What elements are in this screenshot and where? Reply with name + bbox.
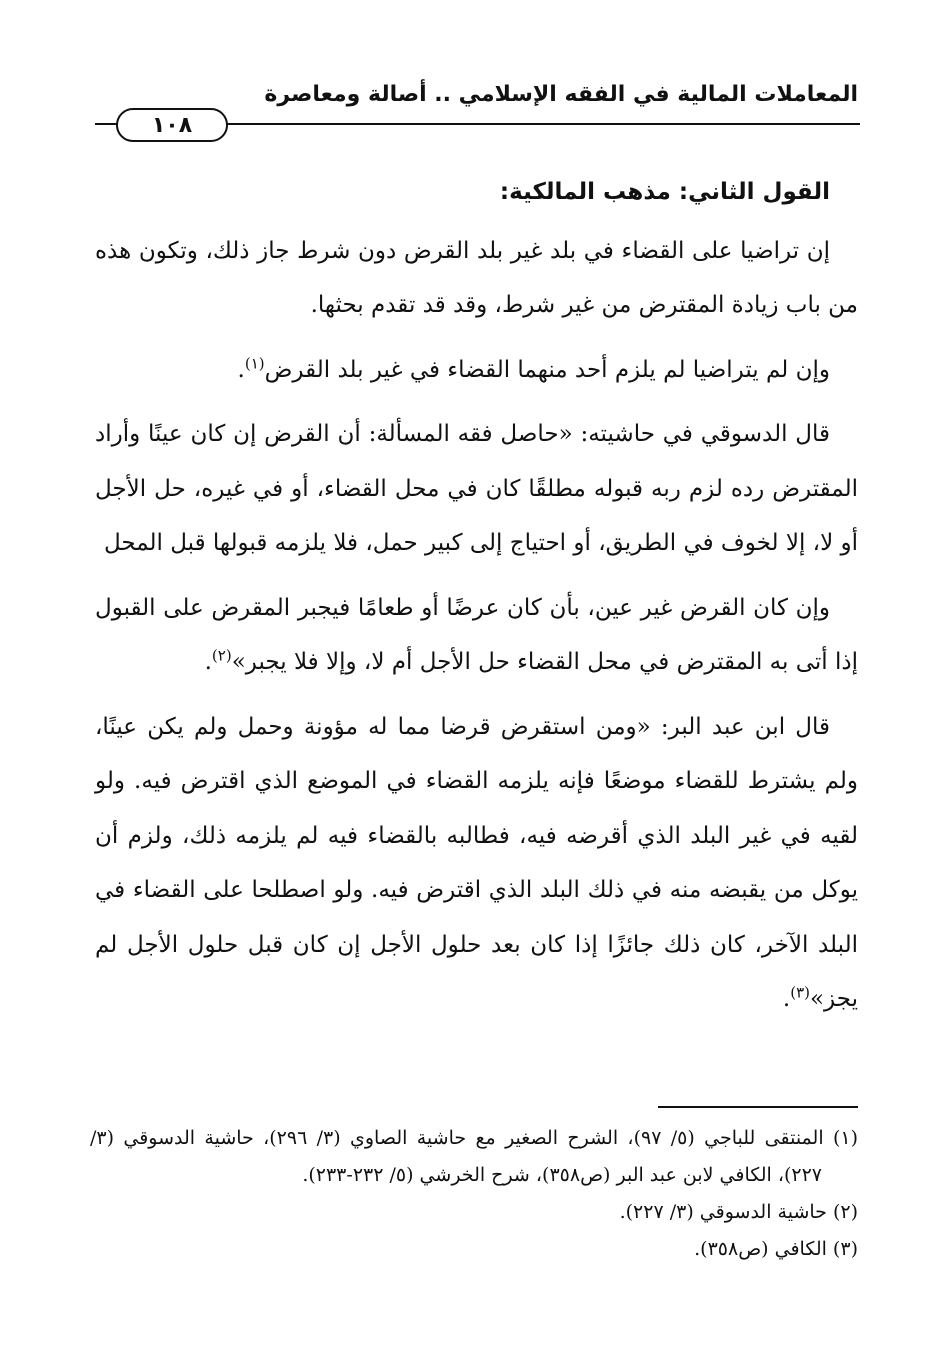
paragraph-1: إن تراضيا على القضاء في بلد غير بلد القرض دون شرط جاز ذلك، وتكون هذه من باب زيادة المقترض من غير شرط، وقد قد تقدم بحثها. (95, 237, 858, 318)
footnotes (90, 1120, 858, 1268)
paragraph-3: قال الدسوقي في حاشيته: «حاصل فقه المسألة: أن القرض إن كان عينًا وأراد المقترض رده لزم ربه قبوله مطلقًا كان في محل القضاء، أو في غيره، حل الأجل أو لا، إلا لخوف في الطريق، أو احتياج إلى كبير حمل، فلا يلزمه قبولها قبل المحل (95, 421, 858, 556)
section-heading: القول الثاني: مذهب المالكية: (499, 179, 830, 205)
paragraph-5-end: . (782, 986, 791, 1012)
paragraph-4-end: . (204, 649, 212, 675)
paragraph-5-text: قال ابن عبد البر: «ومن استقرض قرضا مما له مؤونة وحمل ولم يكن عينًا، ولم يشترط للقضاء موضعًا فإنه يلزمه القضاء في الموضع الذي اقترض فيه. ولو لقيه في غير البلد الذي أقرضه فيه، فطالبه بالقضاء فيه لم يلزمه ذلك، ولزم أن يوكل من يقبضه منه في ذلك البلد الذي اقترض فيه. ولو اصطلحا على القضاء في البلد الآخر، كان ذلك جائزًا إذا كان بعد حلول الأجل إن كان قبل حلول الأجل لم يجز» (95, 713, 859, 1012)
running-header-title: المعاملات المالية في الفقه الإسلامي .. أصالة ومعاصرة (264, 82, 858, 107)
paragraph-2-end: . (237, 356, 245, 383)
footnote-ref-1[interactable]: (١) (244, 353, 265, 372)
paragraph-4-text: وإن كان القرض غير عين، بأن كان عرضًا أو طعامًا فيجبر المقرض على القبول إذا أتى به المقترض في محل القضاء حل الأجل أم لا، وإلا فلا يجبر» (95, 594, 858, 675)
footnote-separator (658, 1106, 858, 1108)
paragraph-4 (95, 581, 858, 690)
page-number: ١٠٨ (116, 108, 228, 142)
footnote-3: (٣) الكافي (ص٣٥٨). (694, 1238, 858, 1260)
footnote-2: (٢) حاشية الدسوقي (٣/ ٢٢٧). (619, 1201, 858, 1223)
paragraph-2-text: وإن لم يتراضيا لم يلزم أحد منهما القضاء في غير بلد القرض (264, 356, 830, 383)
footnote-1: (١) المنتقى للباجي (٥/ ٩٧)، الشرح الصغير مع حاشية الصاوي (٣/ ٢٩٦)، حاشية الدسوقي (٣/ ٢٢٧)، الكافي لابن عبد البر (ص٣٥٨)، شرح الخرشي (٥/ ٢٣٢-٢٣٣). (90, 1127, 858, 1186)
main-text (95, 165, 858, 1037)
footnote-ref-2[interactable]: (٢) (211, 646, 232, 665)
paragraph-2 (95, 343, 858, 398)
footnote-ref-3[interactable]: (٣) (790, 983, 810, 1002)
paragraph-5 (95, 700, 858, 1027)
